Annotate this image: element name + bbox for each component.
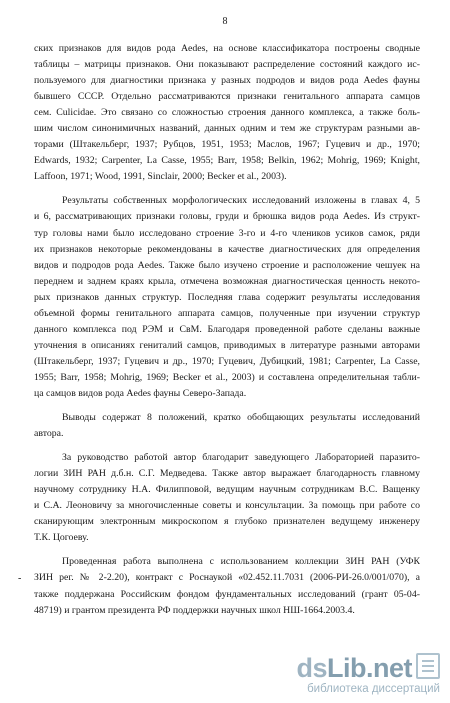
text-line: бывшего СССР. Отдельно рассматриваются признаки генитального аппарата самцов — [34, 91, 420, 103]
watermark-logo-suffix: Lib.net — [327, 653, 412, 683]
text-line: таблицы – матрицы признаков. Они показывают распределение состояний каждого ис- — [34, 59, 420, 71]
margin-mark: - — [18, 573, 22, 584]
text-line: Edwards, 1932; Carpenter, La Casse, 1955; Barr, 1958; Belkin, 1962; Mohrig, 1969; Knight, — [34, 155, 420, 167]
text-line: За руководство работой автор благодарит заведующего Лабораторией паразито- — [62, 452, 420, 464]
text-line: пользуемого для диагностики признака у разных подродов и видов рода Aedes фауны — [34, 75, 420, 87]
text-line: (Штакельберг, 1937; Гуцевич и др., 1970; Гуцевич, Дубицкий, 1981; Carpenter, La Casse, — [34, 355, 420, 367]
text-line: Laffoon, 1971; Wood, 1991, Sinclair, 2000; Becker et al., 2003). — [34, 171, 287, 183]
text-line: Выводы содержат 8 положений, кратко обобщающих результаты исследований — [62, 412, 420, 424]
text-line: их признаков некоторые рекомендованы в качестве диагностических для определения — [34, 243, 420, 255]
text-line: торами (Штакельберг, 1937; Рубцов, 1951, 1953; Маслов, 1967; Гуцевич и др., 1970; — [34, 139, 420, 151]
text-line: сканирующим электронным микроскопом я глубоко признателен ведущему инженеру — [34, 516, 420, 528]
text-line: ских признаков для видов рода Aedes, на основе классификатора построены сводные — [34, 43, 420, 54]
text-line: тур головы нами было исследовано строение 3-го и 4-го члеников усиков самок, ряди — [34, 227, 420, 239]
text-line: и 6, рассматривающих признаки головы, груди и брюшка видов рода Aedes. Из структ- — [34, 211, 420, 223]
text-line: переднем и заднем краях крыла, отмечена возможная диагностическая ценность некото- — [34, 275, 420, 287]
text-line: Результаты собственных морфологических исследований изложены в главах 4, 5 — [62, 195, 420, 207]
text-line: 48719) и грантом президента РФ поддержки научных школ НШ-1664.2003.4. — [34, 604, 355, 616]
watermark — [280, 653, 440, 695]
text-line: также поддержана Российским фондом фундаментальных исследований (грант 05-04- — [34, 588, 420, 600]
watermark-subtitle: библиотека диссертаций — [307, 683, 440, 695]
text-line: Т.К. Цогоеву. — [34, 532, 89, 544]
text-line: научному сотруднику Н.А. Филипповой, ведущим научным сотрудникам В.С. Ващенку — [34, 484, 420, 496]
text-line: шим числом синонимичных названий, данных одним и тем же структурам разными ав- — [34, 123, 420, 135]
text-line: объемной формы генитального аппарата самцов, полученные при изучении структур — [34, 307, 420, 319]
text-line: Проведенная работа выполнена с использованием коллекции ЗИН РАН (УФК — [62, 556, 420, 568]
book-icon — [416, 653, 440, 679]
text-line: 1955; Barr, 1958; Mohrig, 1969; Becker et al., 2003) и составлена определительная табли- — [34, 371, 420, 383]
page-number: 8 — [222, 16, 228, 27]
text-line: ЗИН рег. № 2-2.20), контракт с Роснаукой «02.452.11.7031 (2006-РИ-26.0/001/070), а — [34, 572, 420, 584]
watermark-logo-prefix: ds — [296, 653, 327, 683]
text-line: и С.А. Леоновичу за многочисленные советы и консультации. За помощь при работе со — [34, 500, 420, 512]
watermark-logo — [296, 654, 412, 682]
text-line: рых признаков данных структур. Последняя глава содержит результаты исследования — [34, 291, 420, 303]
text-line: видов и подродов рода Aedes. Также было изучено строение и расположение чешуек на — [34, 259, 420, 271]
text-line: автора. — [34, 428, 64, 440]
text-line: данного комплекса под РЭМ и СвМ. Благодаря проведенной работе сделаны важные — [34, 323, 420, 335]
body-text — [34, 41, 420, 619]
text-line: логии ЗИН РАН д.б.н. С.Г. Медведева. Также автор выражает благодарность главному — [34, 468, 420, 480]
text-line: сем. Culicidae. Это связано со сложностью строения данного комплекса, а также боль- — [34, 107, 420, 119]
text-line: ца самцов видов рода Aedes фауны Северо-Запада. — [34, 387, 247, 399]
text-line: уточнения в описаниях гениталий самцов, приводимых в литературе разными авторами — [34, 339, 420, 351]
